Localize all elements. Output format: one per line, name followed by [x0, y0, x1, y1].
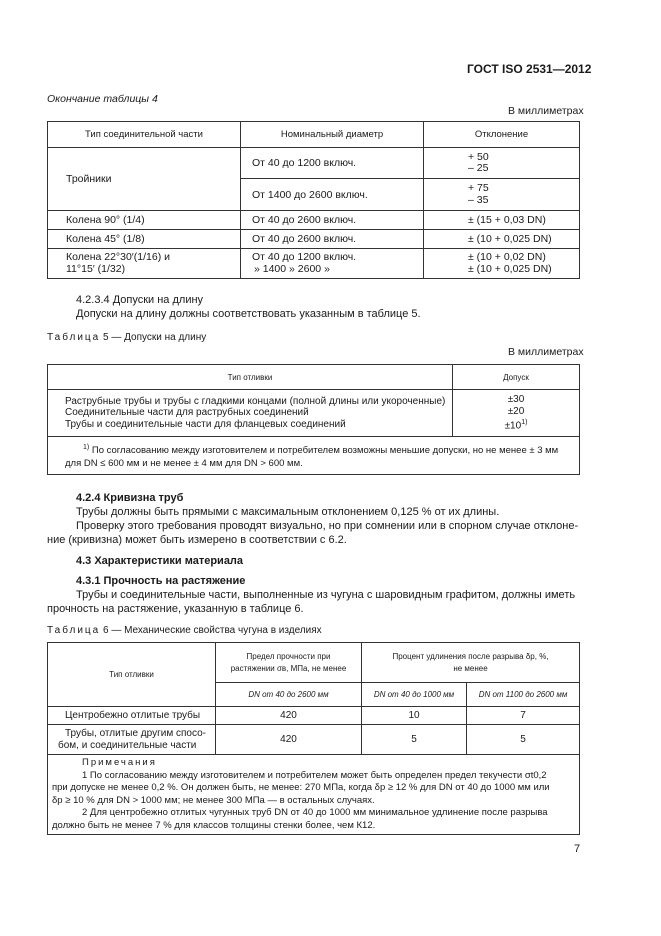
- cell-line: Соединительные части для раструбных соединений: [65, 407, 309, 419]
- paragraph: Проверку этого требования проводят визуально, но при сомнении или в спорном случае отклоне-: [76, 520, 579, 532]
- note-line: δр ≥ 10 % для DN > 1000 мм; не менее 300 МПа — в остальных случаях.: [52, 794, 375, 806]
- table-cell: От 40 до 2600 включ.: [241, 230, 424, 249]
- note-line: при допуске не менее 0,2 %. Он должен быть, не менее: 270 МПа, когда δр ≥ 12 % для DN от 40 до 1000 мм или: [52, 782, 550, 793]
- paragraph: прочность на растяжение, указанную в таблице 6.: [47, 603, 304, 615]
- table-label: Таблица: [47, 332, 101, 343]
- table-title: [47, 624, 322, 638]
- section-heading: 4.3 Характеристики материала: [76, 555, 244, 567]
- table-cell: Тройники: [48, 148, 241, 211]
- standard-header: ГОСТ ISO 2531—2012: [467, 62, 592, 76]
- footnote-text: По согласованию между изготовителем и потребителем возможны меньшие допуски, но не менее ± 3 мм: [91, 445, 559, 457]
- table-cell: [241, 249, 424, 279]
- tolerance-value: ±10: [504, 420, 522, 432]
- table-cell: [48, 725, 216, 755]
- table-cell: [424, 179, 580, 211]
- table-cell: От 40 до 2600 включ.: [241, 211, 424, 230]
- table-title: [47, 331, 206, 345]
- table-5: [47, 364, 580, 475]
- tolerance-minus: – 35: [468, 193, 489, 206]
- tolerance-minus: – 25: [468, 162, 489, 174]
- table-cell: [424, 249, 580, 279]
- tolerance-plus: + 75: [468, 182, 489, 194]
- cell-line: бом, и соединительные части: [58, 739, 197, 751]
- column-header: Тип отливки: [48, 643, 216, 707]
- table-notes: [48, 755, 580, 835]
- column-header: [362, 643, 580, 683]
- table-cell: [48, 249, 241, 279]
- table-caption: Окончание таблицы 4: [47, 93, 158, 105]
- paragraph: Допуски на длину должны соответствовать указанным в таблице 5.: [76, 308, 421, 320]
- units-label: В миллиметрах: [508, 346, 584, 358]
- section-heading: 4.3.1 Прочность на растяжение: [76, 575, 246, 587]
- paragraph: ние (кривизна) может быть измерено в соответствии с 6.2.: [47, 534, 347, 546]
- header-line: Процент удлинения после разрыва δр, %,: [392, 652, 549, 661]
- table-6: [47, 642, 580, 835]
- footnote-text: для DN ≤ 600 мм и не менее ± 4 мм для DN > 600 мм.: [65, 458, 303, 470]
- table-cell: 5: [467, 725, 580, 755]
- cell-line: [65, 441, 573, 457]
- note-line: должно быть не менее 7 % для классов толщины стенки более, чем К12.: [52, 819, 376, 831]
- table-cell: 5: [362, 725, 467, 755]
- footnote-mark: 1): [83, 443, 90, 451]
- section-heading: 4.2.3.4 Допуски на длину: [76, 294, 204, 306]
- table-cell: [424, 148, 580, 179]
- table-cell: 7: [467, 707, 580, 725]
- column-subheader: DN от 40 до 2600 мм: [216, 683, 362, 707]
- table-cell: 420: [216, 707, 362, 725]
- header-line: не менее: [453, 663, 488, 673]
- cell-line: 11°15′ (1/32): [66, 262, 126, 275]
- notes-title: Примечания: [82, 757, 157, 768]
- table-cell: ± (10 + 0,025 DN): [424, 230, 580, 249]
- column-header: Допуск: [453, 365, 580, 390]
- section-heading: 4.2.4 Кривизна труб: [76, 492, 184, 504]
- table-cell: [453, 390, 580, 437]
- header-line: растяжении σв, МПа, не менее: [230, 663, 347, 673]
- table-footnote: [48, 437, 580, 475]
- column-header: Отклонение: [424, 122, 580, 148]
- table-cell: Колена 90° (1/4): [48, 211, 241, 230]
- cell-line: » 1400 » 2600 »: [254, 262, 330, 275]
- cell-line: ±20: [507, 405, 525, 417]
- column-header: [216, 643, 362, 683]
- tolerance-plus: + 50: [468, 150, 489, 163]
- table-cell: 10: [362, 707, 467, 725]
- table-cell: От 1400 до 2600 включ.: [241, 179, 424, 211]
- header-line: Предел прочности при: [246, 652, 331, 661]
- table-cell: 420: [216, 725, 362, 755]
- cell-line: [459, 417, 573, 432]
- table-label: Таблица: [47, 625, 101, 636]
- paragraph: Трубы и соединительные части, выполненные из чугуна с шаровидным графитом, должны иметь: [76, 589, 576, 601]
- paragraph: Трубы должны быть прямыми с максимальным отклонением 0,125 % от их длины.: [76, 506, 500, 518]
- table-cell: От 40 до 1200 включ.: [241, 148, 424, 179]
- table-4-end: [47, 121, 580, 279]
- table-cell: [48, 390, 453, 437]
- cell-line: ± (10 + 0,025 DN): [468, 262, 552, 275]
- column-header: Тип отливки: [48, 365, 453, 390]
- column-subheader: DN от 40 до 1000 мм: [362, 683, 467, 707]
- units-label: В миллиметрах: [508, 105, 584, 117]
- cell-line: ± (10 + 0,02 DN): [468, 251, 546, 263]
- table-cell: ± (15 + 0,03 DN): [424, 211, 580, 230]
- table-caption: 5 — Допуски на длину: [103, 332, 207, 343]
- note-line: 1 По согласованию между изготовителем и потребителем может быть определен предел текучести σt0,2: [82, 769, 547, 781]
- note-line: 2 Для центробежно отлитых чугунных труб DN от 40 до 1000 мм минимальное удлинение после разрыва: [82, 807, 548, 818]
- table-caption: 6 — Механические свойства чугуна в изделиях: [103, 625, 322, 636]
- column-header: Номинальный диаметр: [241, 122, 424, 148]
- cell-line: Раструбные трубы и трубы с гладкими концами (полной длины или укороченные): [65, 395, 446, 407]
- cell-line: Трубы и соединительные части для фланцевых соединений: [65, 418, 346, 430]
- page-number: 7: [574, 843, 581, 855]
- cell-line: ±30: [507, 394, 525, 406]
- cell-line: Трубы, отлитые другим спосо-: [65, 728, 206, 739]
- footnote-ref: 1): [521, 419, 528, 427]
- table-cell: Центробежно отлитые трубы: [48, 707, 216, 725]
- cell-line: От 40 до 1200 включ.: [252, 251, 357, 263]
- cell-line: Колена 22°30′(1/16) и: [66, 251, 170, 263]
- column-subheader: DN от 1100 до 2600 мм: [467, 683, 580, 707]
- column-header: Тип соединительной части: [48, 122, 241, 148]
- table-cell: Колена 45° (1/8): [48, 230, 241, 249]
